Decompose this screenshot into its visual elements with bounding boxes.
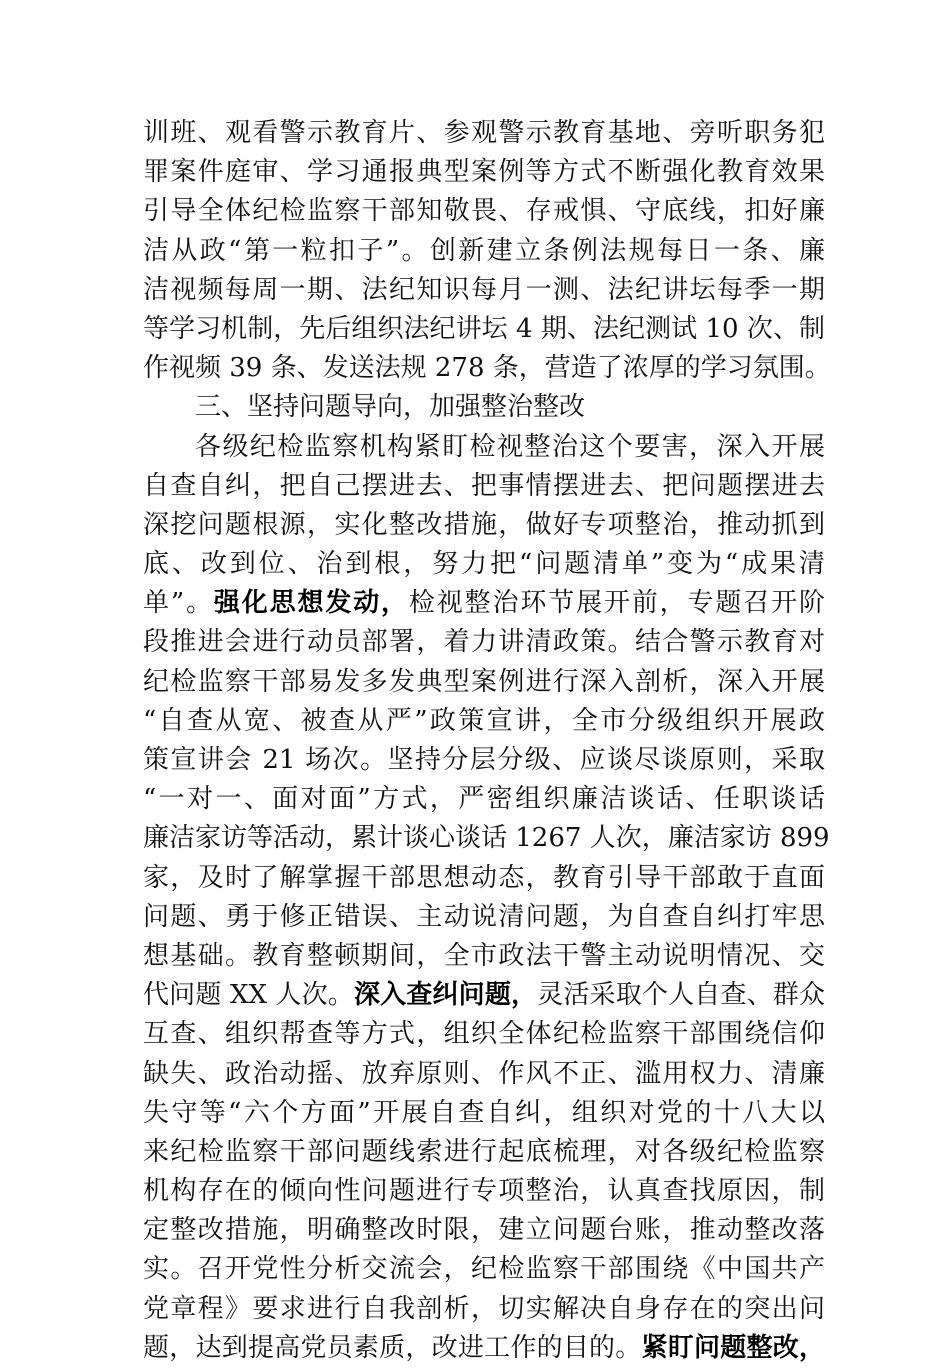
- text-line: [143, 467, 825, 506]
- text-run: 罪案件庭审、学习通报典型案例等方式不断强化教育效果: [143, 157, 825, 188]
- text-line: [143, 310, 825, 349]
- text-run: 三、坚持问题导向，加强整治整改: [195, 392, 586, 423]
- text-run: 底、改到位、治到根，努力把“问题清单”变为“成果清: [143, 549, 825, 580]
- text-line: [143, 153, 825, 192]
- text-run: 代问题 XX 人次。: [143, 980, 354, 1011]
- text-line: [143, 702, 825, 741]
- text-line: [143, 349, 831, 388]
- text-run: “一对一、面对面”方式，严密组织廉洁谈话、任职谈话: [143, 784, 825, 815]
- text-line: [143, 780, 825, 819]
- text-run: “自查从宽、被查从严”政策宣讲，全市分级组织开展政: [143, 705, 825, 736]
- document-body: [143, 114, 831, 1368]
- bold-lead-phrase: 强化思想发动，: [213, 588, 409, 619]
- text-line: [143, 1015, 825, 1054]
- text-run: 洁从政“第一粒扣子”。创新建立条例法规每日一条、廉: [143, 235, 825, 266]
- text-line: [143, 584, 825, 623]
- text-run: 自查自纠，把自己摆进去、把事情摆进去、把问题摆进去: [143, 470, 825, 501]
- text-run: 想基础。教育整顿期间，全市政法干警主动说明情况、交: [143, 940, 825, 971]
- text-run: 家，及时了解掌握干部思想动态，教育引导干部敢于直面: [143, 862, 825, 893]
- text-line: [143, 898, 825, 937]
- text-line: [143, 192, 825, 231]
- text-line: [143, 937, 825, 976]
- text-run: 廉洁家访等活动，累计谈心谈话 1267 人次，廉洁家访 899: [143, 823, 830, 854]
- text-run: 各级纪检监察机构紧盯检视整治这个要害，深入开展: [195, 431, 825, 462]
- text-run: 来纪检监察干部问题线索进行起底梳理，对各级纪检监察: [143, 1136, 825, 1167]
- text-line: [143, 976, 825, 1015]
- text-run: 深挖问题根源，实化整改措施，做好专项整治，推动抓到: [143, 509, 825, 540]
- text-run: 缺失、政治动摇、放弃原则、作风不正、滥用权力、清廉: [143, 1058, 825, 1089]
- section-heading: [143, 388, 825, 427]
- bold-lead-phrase: 紧盯问题整改，: [641, 1332, 825, 1363]
- text-line: [143, 271, 825, 310]
- text-run: 题，达到提高党员素质，改进工作的目的。: [143, 1332, 642, 1363]
- text-run: 党章程》要求进行自我剖析，切实解决自身存在的突出问: [143, 1293, 825, 1324]
- text-line: [143, 741, 825, 780]
- text-line: [143, 232, 825, 271]
- bold-lead-phrase: 深入查纠问题，: [353, 980, 538, 1011]
- text-line: [143, 545, 825, 584]
- text-line: [143, 859, 825, 898]
- text-run: 策宣讲会 21 场次。坚持分层分级、应谈尽谈原则，采取: [143, 745, 825, 775]
- text-run: 段推进会进行动员部署，着力讲清政策。结合警示教育对: [143, 627, 825, 658]
- text-run: 灵活采取个人自查、群众: [537, 980, 825, 1011]
- text-run: 引导全体纪检监察干部知敬畏、存戒惧、守底线，扣好廉: [143, 196, 825, 227]
- text-run: 检视整治环节展开前，专题召开阶: [408, 588, 825, 619]
- text-run: 实。召开党性分析交流会，纪检监察干部围绕《中国共产: [143, 1254, 825, 1285]
- text-run: 纪检监察干部易发多发典型案例进行深入剖析，深入开展: [143, 666, 825, 697]
- text-line: [143, 428, 825, 467]
- text-run: 问题、勇于修正错误、主动说清问题，为自查自纠打牢思: [143, 901, 825, 932]
- text-run: 等学习机制，先后组织法纪讲坛 4 期、法纪测试 10 次、制: [143, 313, 825, 344]
- text-line: [143, 506, 825, 545]
- text-line: [143, 1172, 825, 1211]
- text-run: 单”。: [143, 588, 214, 619]
- text-line: [143, 1290, 825, 1329]
- text-run: 互查、组织帮查等方式，组织全体纪检监察干部围绕信仰: [143, 1019, 825, 1050]
- text-run: 作视频 39 条、发送法规 278 条，营造了浓厚的学习氛围。: [143, 353, 831, 384]
- text-line: [143, 1211, 825, 1250]
- text-run: 机构存在的倾向性问题进行专项整治，认真查找原因，制: [143, 1176, 825, 1207]
- text-line: [143, 1094, 825, 1133]
- text-run: 洁视频每周一期、法纪知识每月一测、法纪讲坛每季一期: [143, 274, 825, 305]
- text-run: 训班、观看警示教育片、参观警示教育基地、旁听职务犯: [143, 118, 825, 148]
- text-run: 失守等“六个方面”开展自查自纠，组织对党的十八大以: [143, 1097, 825, 1128]
- text-line: [143, 1329, 825, 1368]
- text-line: [143, 1055, 825, 1094]
- text-line: [143, 114, 825, 153]
- text-line: [143, 1133, 825, 1172]
- text-line: [143, 663, 825, 702]
- text-line: [143, 623, 825, 662]
- text-run: 定整改措施，明确整改时限，建立问题台账，推动整改落: [143, 1215, 825, 1246]
- text-line: [143, 1250, 825, 1289]
- text-line: [143, 819, 830, 858]
